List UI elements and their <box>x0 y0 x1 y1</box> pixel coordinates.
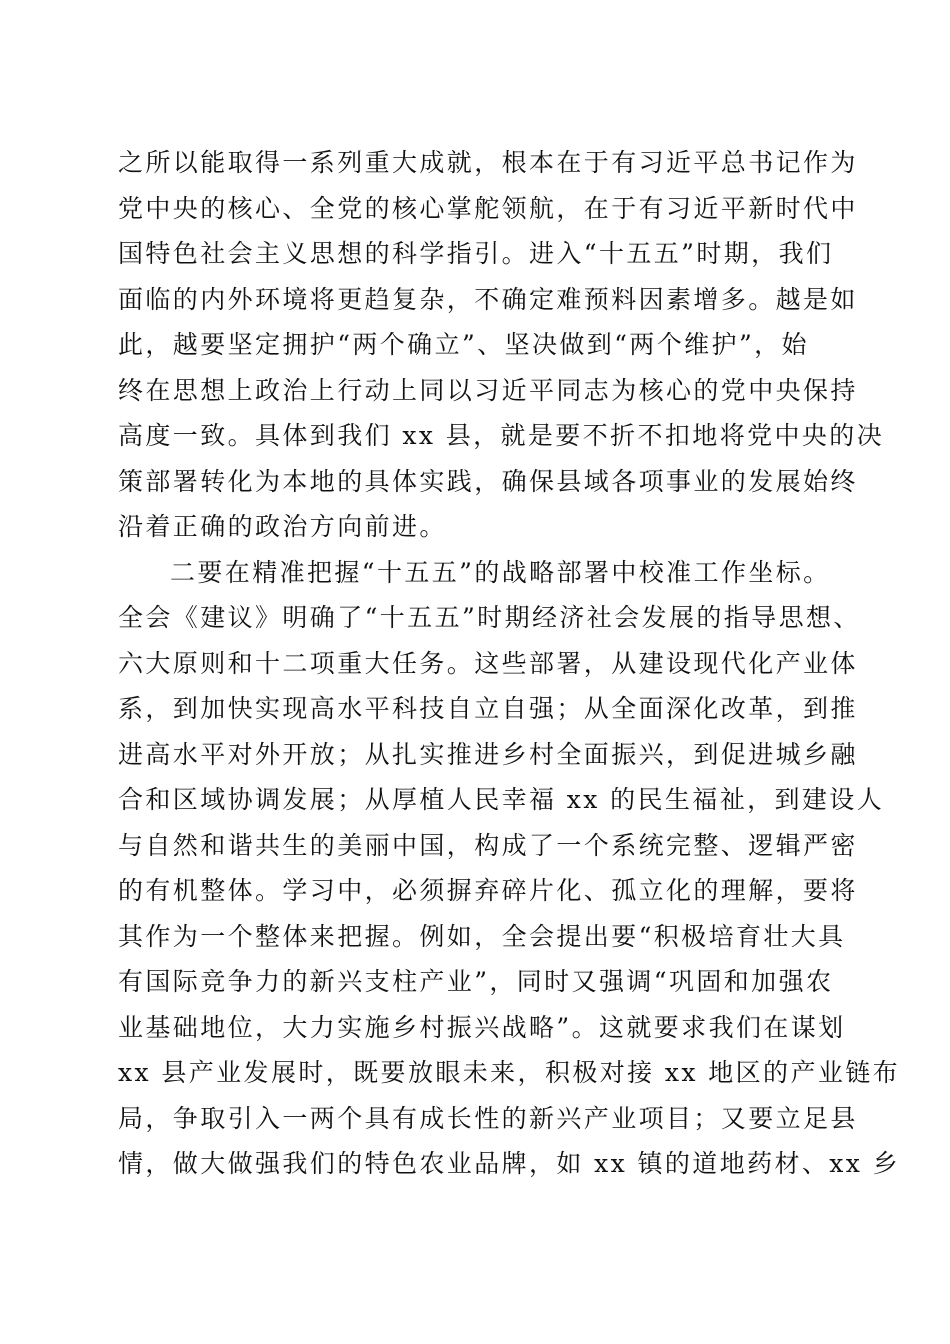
text-line: xx 县产业发展时，既要放眼未来，积极对接 xx 地区的产业链布 <box>118 1058 901 1087</box>
text-line: 其作为一个整体来把握。例如，全会提出要“积极培育壮大具 <box>118 921 846 951</box>
text-line: 沿着正确的政治方向前进。 <box>118 512 447 541</box>
text-line: 全会《建议》明确了“十五五”时期经济社会发展的指导思想、 <box>118 603 861 632</box>
text-line: 有国际竞争力的新兴支柱产业”，同时又强调“巩固和加强农 <box>118 967 834 996</box>
text-line: 党中央的核心、全党的核心掌舵领航，在于有习近平新时代中 <box>118 193 858 223</box>
text-line: 策部署转化为本地的具体实践，确保县域各项事业的发展始终 <box>118 466 858 496</box>
text-line: 此，越要坚定拥护“两个确立”、坚决做到“两个维护”，始 <box>118 330 809 359</box>
text-line: 的有机整体。学习中，必须摒弃碎片化、孤立化的理解，要将 <box>118 876 858 905</box>
text-line: 情，做大做强我们的特色农业品牌，如 xx 镇的道地药材、xx 乡 <box>118 1149 901 1178</box>
text-line: 系，到加快实现高水平科技自立自强；从全面深化改革，到推 <box>118 694 858 723</box>
text-line: 面临的内外环境将更趋复杂，不确定难预料因素增多。越是如 <box>118 284 858 314</box>
text-line: 业基础地位，大力实施乡村振兴战略”。这就要求我们在谋划 <box>118 1012 846 1042</box>
body-text <box>118 140 901 1187</box>
text-line: 国特色社会主义思想的科学指引。进入“十五五”时期，我们 <box>118 239 834 268</box>
text-line: 进高水平对外开放；从扎实推进乡村全面振兴，到促进城乡融 <box>118 739 858 769</box>
text-line: 合和区域协调发展；从厚植人民幸福 xx 的民生福祉，到建设人 <box>118 785 885 814</box>
text-line: 与自然和谐共生的美丽中国，构成了一个系统完整、逻辑严密 <box>118 830 858 860</box>
text-line: 之所以能取得一系列重大成就，根本在于有习近平总书记作为 <box>118 148 858 177</box>
paragraph-heading-line: 二要在精准把握“十五五”的战略部署中校准工作坐标。 <box>170 557 831 587</box>
text-line: 高度一致。具体到我们 xx 县，就是要不折不扣地将党中央的决 <box>118 421 885 450</box>
text-line: 局，争取引入一两个具有成长性的新兴产业项目；又要立足县 <box>118 1103 858 1133</box>
text-line: 六大原则和十二项重大任务。这些部署，从建设现代化产业体 <box>118 648 858 678</box>
text-line: 终在思想上政治上行动上同以习近平同志为核心的党中央保持 <box>118 375 858 405</box>
